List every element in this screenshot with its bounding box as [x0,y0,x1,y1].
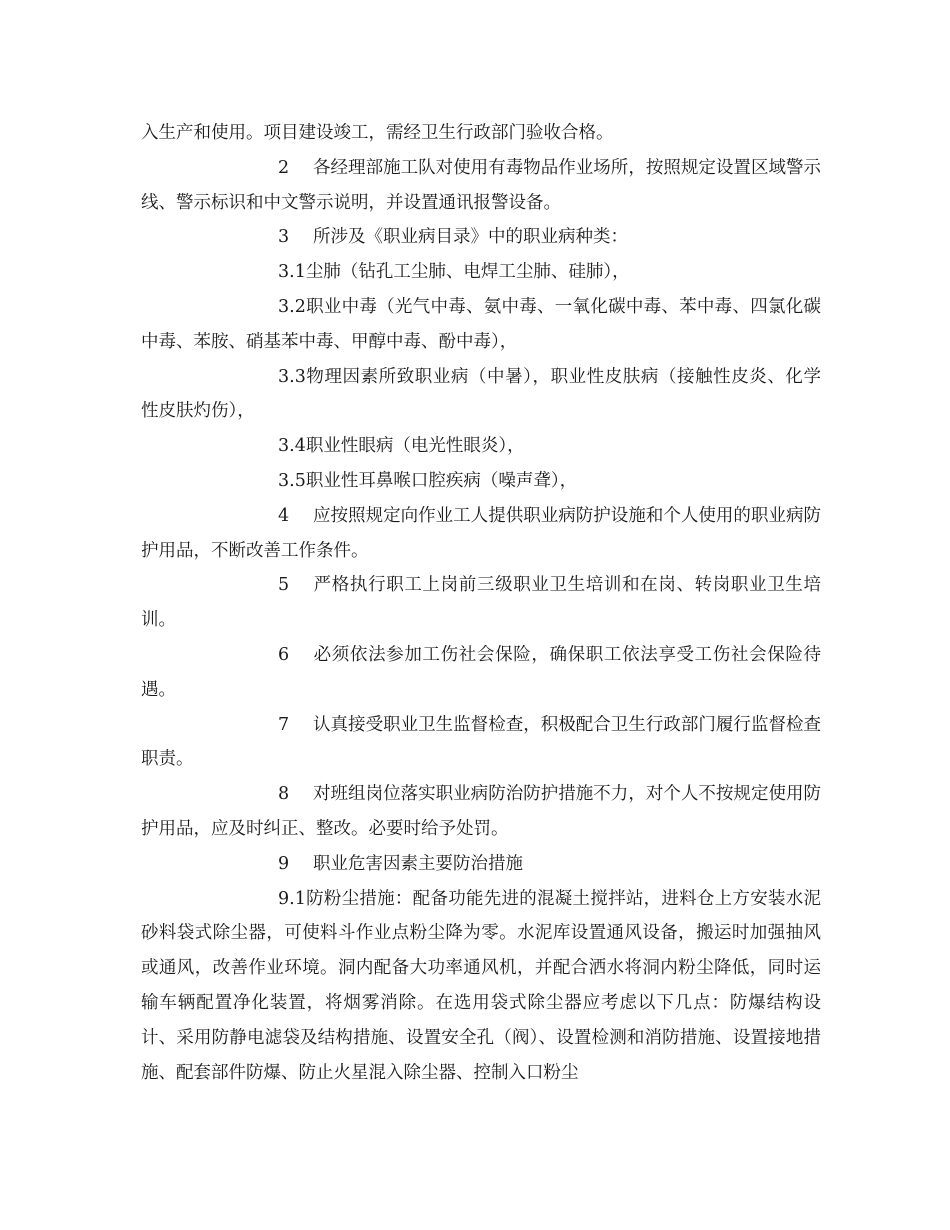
paragraph-text: 3.2职业中毒（光气中毒、氨中毒、一氧化碳中毒、苯中毒、四氯化碳中毒、苯胺、硝基苯中毒、甲醇中毒、酚中毒）， [141,296,821,352]
paragraph [141,638,821,708]
paragraph [141,464,821,499]
paragraph [141,499,821,569]
paragraph [141,116,821,151]
paragraph [141,255,821,290]
paragraph-text: 3.1尘肺（钻孔工尘肺、电焊工尘肺、硅肺）， [278,262,630,283]
paragraph-number: 3 [278,227,290,248]
paragraph-text: 3.4职业性眼病（电光性眼炎）， [278,436,525,457]
paragraph-text: 3.3物理因素所致职业病（中暑），职业性皮肤病（接触性皮炎、化学性皮肤灼伤）， [141,366,821,422]
paragraph-text: 各经理部施工队对使用有毒物品作业场所，按照规定设置区域警示线、警示标识和中文警示说明，并设置通讯报警设备。 [141,157,821,213]
document-body [141,116,821,1090]
paragraph [141,847,821,882]
paragraph-text: 必须依法参加工伤社会保险，确保职工依法享受工伤社会保险待遇。 [141,644,821,700]
paragraph [141,360,821,430]
paragraph-number: 7 [278,714,290,735]
paragraph-text: 严格执行职工上岗前三级职业卫生培训和在岗、转岗职业卫生培训。 [141,575,821,631]
paragraph-text: 入生产和使用。项目建设竣工，需经卫生行政部门验收合格。 [141,123,614,143]
paragraph [141,708,821,778]
paragraph-number: 5 [278,575,290,596]
paragraph [141,429,821,464]
paragraph [141,568,821,638]
paragraph-number: 2 [278,157,290,178]
paragraph-text: 所涉及《职业病目录》中的职业病种类： [313,227,628,248]
paragraph [141,151,821,221]
paragraph-text: 对班组岗位落实职业病防治防护措施不力，对个人不按规定使用防护用品，应及时纠正、整改。必要时给予处罚。 [141,784,821,839]
paragraph-text: 9.1防粉尘措施：配备功能先进的混凝土搅拌站，进料仓上方安装水泥砂料袋式除尘器，可使料斗作业点粉尘降为零。水泥库设置通风设备，搬运时加强抽风或通风，改善作业环境。洞内配备大功率通风机，并配合洒水将洞内粉尘降低，同时运输车辆配置净化装置，将烟雾消除。在选用袋式除尘器应考虑以下几点：防爆结构设计、采用防静电滤袋及结构措施、设置安全孔（阀）、设置检测和消防措施、设置接地措施、配套部件防爆、防止火星混入除尘器、控制入口粉尘 [141,888,821,1083]
paragraph [141,777,821,847]
paragraph-text: 认真接受职业卫生监督检查，积极配合卫生行政部门履行监督检查职责。 [141,714,821,770]
paragraph-text: 应按照规定向作业工人提供职业病防护设施和个人使用的职业病防护用品，不断改善工作条件。 [141,505,821,561]
paragraph [141,882,821,1091]
paragraph-number: 8 [278,784,290,805]
paragraph-text: 职业危害因素主要防治措施 [313,853,523,874]
paragraph [141,220,821,255]
paragraph-number: 4 [278,505,290,526]
paragraph-number: 6 [278,644,290,665]
paragraph-text: 3.5职业性耳鼻喉口腔疾病（噪声聋）， [278,470,578,491]
paragraph [141,290,821,360]
paragraph-number: 9 [278,853,290,874]
